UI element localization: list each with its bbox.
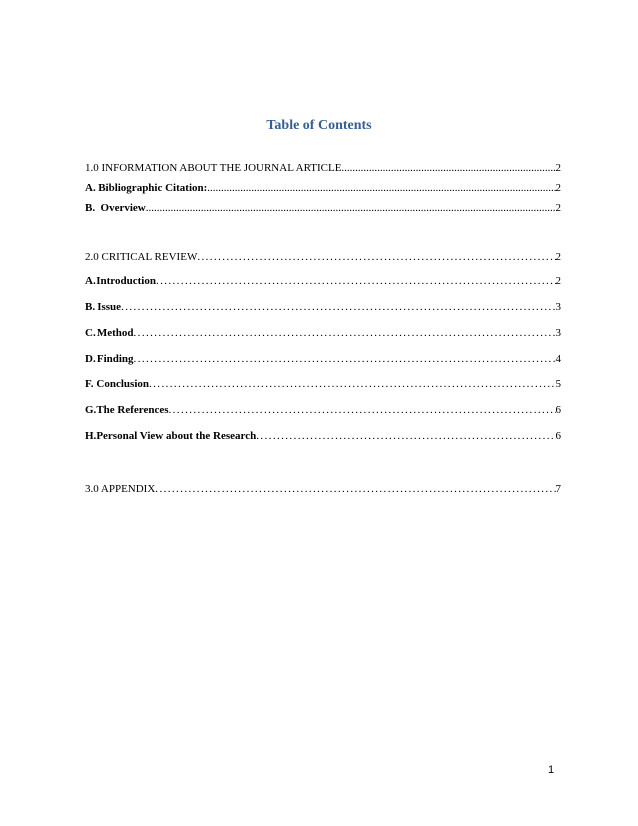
toc-entry-page: 6	[555, 404, 561, 416]
toc-entry-conclusion[interactable]	[85, 376, 561, 392]
toc-entry-overview[interactable]	[85, 200, 561, 216]
toc-entry-label: 2.0 CRITICAL REVIEW	[85, 251, 198, 263]
dot-leader	[155, 481, 555, 497]
toc-entry-letter: B.	[85, 301, 96, 313]
dot-leader	[207, 180, 555, 196]
toc-entry-letter: H.	[85, 430, 97, 442]
toc-entry-finding[interactable]	[85, 351, 561, 367]
toc-entry-letter: B.	[85, 202, 96, 214]
toc-entry-page: 5	[555, 378, 561, 390]
toc-entry-label: Overview	[100, 202, 146, 214]
toc-entry-critical-review[interactable]	[85, 249, 561, 265]
toc-entry-label: Bibliographic Citation:	[98, 182, 208, 194]
toc-entry-issue[interactable]	[85, 299, 561, 315]
toc-entry-page: 7	[555, 483, 561, 495]
toc-entry-label: 3.0 APPENDIX	[85, 483, 156, 495]
toc-entry-label: Issue	[97, 301, 122, 313]
dot-leader	[256, 428, 555, 444]
toc-entry-page: 3	[555, 301, 561, 313]
toc-entry-bibliographic-citation[interactable]	[85, 180, 561, 196]
toc-entry-page: 2	[555, 251, 561, 263]
toc-entry-label: Finding	[96, 353, 134, 365]
dot-leader	[149, 376, 556, 392]
dot-leader	[134, 325, 556, 341]
toc-entry-letter: A.	[85, 275, 96, 287]
toc-entry-page: 4	[555, 353, 561, 365]
toc-entry-the-references[interactable]	[85, 402, 561, 418]
toc-entry-page: 2	[555, 202, 561, 214]
dot-leader	[121, 299, 555, 315]
dot-leader	[169, 402, 556, 418]
toc-entry-letter: A.	[85, 182, 96, 194]
toc-entry-page: 2	[555, 275, 561, 287]
toc-entry-personal-view[interactable]	[85, 428, 561, 444]
dot-leader	[146, 200, 556, 216]
toc-entry-label: The References	[96, 404, 169, 416]
toc-entry-label: 1.0 INFORMATION ABOUT THE JOURNAL ARTICLE	[85, 162, 342, 174]
toc-entry-appendix[interactable]	[85, 481, 561, 497]
toc-entry-page: 6	[555, 430, 561, 442]
toc-entry-page: 2	[555, 162, 561, 174]
toc-entry-page: 2	[555, 182, 561, 194]
toc-entry-label: Personal View about the Research	[96, 430, 257, 442]
toc-entry-method[interactable]	[85, 325, 561, 341]
toc-entry-letter: C.	[85, 327, 96, 339]
toc-title: Table of Contents	[266, 118, 372, 133]
toc-entry-letter: D.	[85, 353, 96, 365]
toc-entry-page: 3	[555, 327, 561, 339]
toc-entry-letter: F.	[85, 378, 94, 390]
toc-entry-label: Introduction	[96, 275, 156, 287]
dot-leader	[134, 351, 556, 367]
toc-entry-letter: G.	[85, 404, 97, 416]
toc-entry-introduction[interactable]	[85, 273, 561, 289]
toc-entry-label: Conclusion	[96, 378, 149, 390]
toc-entry-label: Method	[96, 327, 134, 339]
dot-leader	[341, 160, 555, 176]
dot-leader	[197, 249, 555, 265]
page-number: 1	[548, 764, 555, 776]
dot-leader	[156, 273, 556, 289]
toc-entry-information[interactable]	[85, 160, 561, 176]
